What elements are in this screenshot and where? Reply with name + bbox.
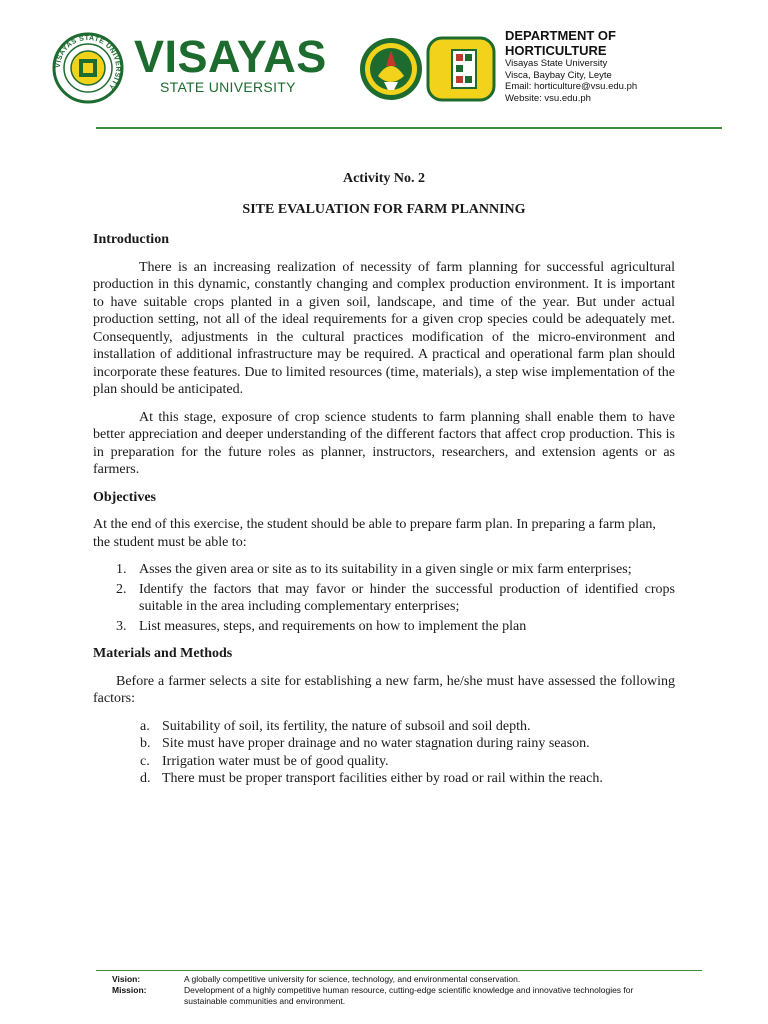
seal-text: VISAYAS STATE UNIVERSITY bbox=[54, 34, 122, 91]
department-title-line2: HORTICULTURE bbox=[505, 43, 607, 58]
list-marker: 2. bbox=[116, 581, 127, 597]
list-marker: a. bbox=[140, 718, 150, 734]
list-item bbox=[93, 753, 675, 771]
methods-heading: Materials and Methods bbox=[93, 646, 233, 661]
department-info bbox=[505, 28, 705, 104]
department-title-line1: DEPARTMENT OF bbox=[505, 28, 616, 43]
activity-title: SITE EVALUATION FOR FARM PLANNING bbox=[242, 201, 526, 217]
list-item bbox=[93, 618, 675, 636]
department-logo-icon bbox=[426, 36, 496, 102]
list-item-text: Identify the factors that may favor or hinder the successful production of identified crops suitable in the area including complementary enterprises; bbox=[139, 581, 675, 614]
activity-number: Activity No. 2 bbox=[342, 171, 426, 186]
list-item bbox=[93, 718, 675, 736]
list-item-text: Suitability of soil, its fertility, the nature of subsoil and soil depth. bbox=[162, 718, 531, 734]
university-name: VISAYAS bbox=[134, 31, 327, 82]
list-item-text: Irrigation water must be of good quality. bbox=[162, 753, 389, 769]
introduction-heading: Introduction bbox=[93, 232, 169, 247]
address-line-1: Visayas State University bbox=[505, 58, 608, 69]
vision-label: Vision: bbox=[112, 974, 141, 984]
objectives-heading: Objectives bbox=[93, 489, 156, 505]
list-item bbox=[93, 735, 675, 753]
mission-label: Mission: bbox=[112, 985, 147, 995]
website-line: Website: vsu.edu.ph bbox=[505, 92, 591, 104]
mission-text: Development of a highly competitive human resource, cutting-edge scientific knowledge and innovative technologies for sustainable communities and environment. bbox=[184, 985, 634, 1006]
list-marker: 3. bbox=[116, 618, 127, 634]
email-line: Email: horticulture@vsu.edu.ph bbox=[505, 81, 638, 92]
list-marker: b. bbox=[140, 736, 151, 751]
list-item-text: There must be proper transport facilities either by road or rail within the reach. bbox=[162, 771, 603, 786]
address-line-2: Visca, Baybay City, Leyte bbox=[505, 69, 612, 81]
objectives-intro: At the end of this exercise, the student should be able to prepare farm plan. In preparing a farm plan, the student must be able to: bbox=[93, 517, 656, 550]
department-emblem-icon bbox=[358, 36, 424, 102]
introduction-paragraph-2: At this stage, exposure of crop science students to farm planning shall enable them to have better appreciation and deeper understanding of the different factors that affect crop production. This is in preparation for the future roles as planner, instructors, researchers, and extension agents or as farmers. bbox=[93, 409, 675, 477]
header-divider bbox=[96, 127, 722, 129]
department-title bbox=[505, 28, 705, 58]
factors-list bbox=[93, 718, 675, 788]
list-item bbox=[93, 770, 675, 788]
list-marker: 1. bbox=[116, 562, 127, 577]
footer bbox=[112, 974, 672, 1007]
vsu-seal-logo bbox=[52, 32, 124, 104]
list-marker: c. bbox=[140, 753, 150, 769]
list-item bbox=[93, 581, 675, 616]
introduction-paragraph-1: There is an increasing realization of necessity of farm planning for successful agricultural production in this dynamic, constantly changing and complex production environment. It is important to have suitable crops planted in a given soil, landscape, and time of the year. But under actual production setting, not all of the ideal requirements for a given crop species could be adequately met. Consequently, adjustments in the cultural practices modification of the micro-environment and installation of additional infrastructure may be required. A practical and operational farm plan should incorporate these features. Due to limited resources (time, materials), a step wise implementation of the plan should be anticipated. bbox=[93, 259, 675, 397]
document-body bbox=[93, 170, 675, 788]
list-item-text: List measures, steps, and requirements on how to implement the plan bbox=[139, 618, 527, 634]
university-subtitle: STATE UNIVERSITY bbox=[160, 79, 296, 95]
list-item bbox=[93, 561, 675, 579]
mission-row bbox=[112, 985, 672, 1007]
footer-divider bbox=[96, 970, 702, 971]
list-item-text: Asses the given area or site as to its suitability in a given single or mix farm enterprises; bbox=[139, 562, 632, 577]
vision-text: A globally competitive university for science, technology, and environmental conservation. bbox=[184, 974, 521, 984]
list-item-text: Site must have proper drainage and no water stagnation during rainy season. bbox=[162, 736, 590, 751]
methods-intro: Before a farmer selects a site for establishing a new farm, he/she must have assessed the following factors: bbox=[93, 673, 675, 706]
objectives-list bbox=[93, 561, 675, 635]
list-marker: d. bbox=[140, 771, 151, 786]
vision-row bbox=[112, 974, 672, 985]
